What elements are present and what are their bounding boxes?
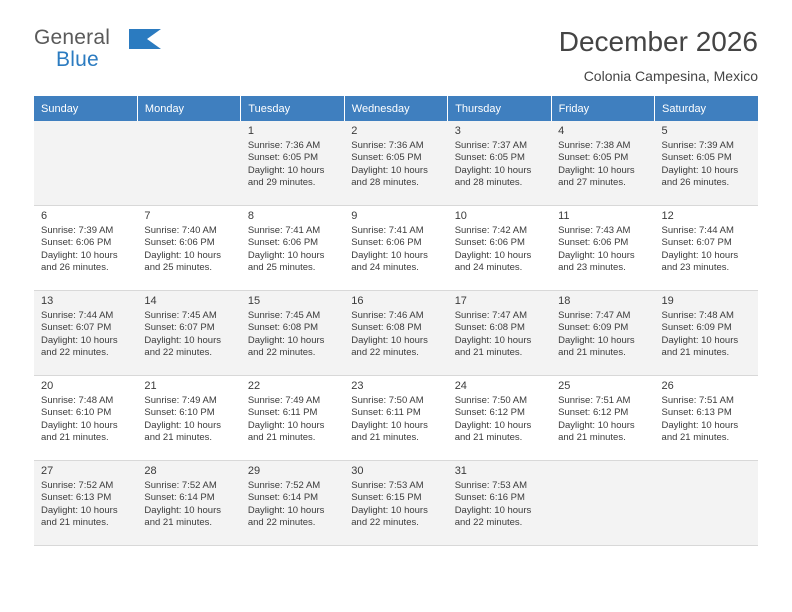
calendar-day-cell — [655, 291, 758, 376]
calendar-day-cell — [551, 121, 654, 206]
day-info-line: Daylight: 10 hours — [351, 419, 428, 431]
day-sun-info — [351, 225, 442, 275]
day-sun-info — [662, 140, 753, 190]
calendar-day-cell — [34, 376, 137, 461]
day-info-line: Sunrise: 7:36 AM — [247, 140, 321, 151]
day-number: 7 — [144, 210, 151, 222]
day-number: 15 — [247, 295, 261, 307]
day-info-line: Daylight: 10 hours — [454, 334, 532, 346]
day-info-line: and 21 minutes. — [41, 517, 109, 529]
day-info-line: Sunrise: 7:47 AM — [454, 310, 528, 321]
day-info-line: Sunrise: 7:42 AM — [454, 225, 528, 236]
day-number: 23 — [351, 380, 364, 392]
day-info-line: Daylight: 10 hours — [454, 164, 532, 176]
day-number: 20 — [41, 380, 54, 392]
day-info-line: and 22 minutes. — [247, 517, 316, 529]
day-info-line: and 28 minutes. — [351, 177, 419, 189]
day-info-line: and 22 minutes. — [144, 347, 213, 359]
day-info-line: Sunset: 6:05 PM — [558, 152, 629, 164]
day-info-line: and 29 minutes. — [247, 177, 316, 189]
day-sun-info — [558, 225, 649, 275]
day-info-line: Sunrise: 7:53 AM — [454, 480, 528, 491]
day-info-line: Sunset: 6:06 PM — [41, 237, 112, 249]
day-info-line: Daylight: 10 hours — [454, 504, 532, 516]
day-info-line: and 26 minutes. — [41, 262, 109, 274]
day-number: 1 — [247, 125, 254, 137]
calendar-day-cell — [448, 461, 551, 546]
day-info-line: Sunset: 6:09 PM — [661, 322, 732, 334]
day-number: 11 — [558, 210, 570, 222]
page-title: December 2026 — [558, 26, 758, 57]
day-number: 13 — [41, 295, 54, 307]
day-info-line: and 21 minutes. — [144, 432, 213, 444]
day-number: 2 — [351, 125, 358, 137]
weekday-saturday: Saturday — [655, 96, 758, 121]
weekday-header-row — [34, 96, 758, 121]
day-info-line: and 21 minutes. — [454, 432, 523, 444]
day-info-line: Sunset: 6:06 PM — [558, 237, 629, 249]
day-sun-info — [144, 480, 235, 530]
day-info-line: Sunset: 6:06 PM — [351, 237, 422, 249]
day-info-line: and 25 minutes. — [144, 262, 213, 274]
day-number: 31 — [454, 465, 467, 477]
calendar-day-cell — [241, 461, 344, 546]
day-info-line: Sunrise: 7:52 AM — [144, 480, 217, 491]
calendar-day-cell — [344, 461, 447, 546]
day-info-line: and 21 minutes. — [144, 517, 213, 529]
day-sun-info — [144, 225, 235, 275]
day-sun-info — [41, 395, 132, 445]
day-number: 22 — [247, 380, 261, 392]
day-info-line: and 21 minutes. — [454, 347, 523, 359]
calendar-day-cell — [241, 291, 344, 376]
calendar-day-cell — [344, 121, 447, 206]
day-info-line: and 26 minutes. — [661, 177, 730, 189]
day-info-line: Daylight: 10 hours — [144, 334, 221, 346]
day-sun-info — [558, 395, 649, 445]
day-info-line: Sunset: 6:14 PM — [144, 492, 215, 504]
calendar-day-empty — [137, 121, 240, 206]
calendar-day-cell — [241, 206, 344, 291]
day-info-line: Sunset: 6:08 PM — [351, 322, 422, 334]
day-info-line: Daylight: 10 hours — [144, 419, 221, 431]
calendar-day-cell — [551, 206, 654, 291]
day-info-line: Daylight: 10 hours — [351, 164, 428, 176]
day-info-line: Daylight: 10 hours — [454, 249, 532, 261]
day-info-line: and 25 minutes. — [247, 262, 316, 274]
day-info-line: Sunset: 6:12 PM — [454, 407, 525, 419]
calendar-week-row — [34, 121, 758, 206]
day-sun-info — [558, 140, 649, 190]
day-info-line: Daylight: 10 hours — [661, 164, 739, 176]
day-info-line: and 22 minutes. — [351, 517, 419, 529]
day-info-line: and 24 minutes. — [454, 262, 523, 274]
day-info-line: Sunset: 6:16 PM — [454, 492, 525, 504]
weekday-tuesday: Tuesday — [241, 96, 344, 121]
day-sun-info — [248, 395, 339, 445]
day-sun-info — [351, 395, 442, 445]
day-info-line: Daylight: 10 hours — [454, 419, 532, 431]
day-info-line: and 27 minutes. — [558, 177, 626, 189]
day-number: 5 — [661, 125, 668, 137]
day-sun-info — [455, 140, 546, 190]
day-info-line: Sunset: 6:15 PM — [351, 492, 422, 504]
day-info-line: Daylight: 10 hours — [41, 504, 118, 516]
day-info-line: Sunset: 6:08 PM — [247, 322, 319, 334]
day-info-line: Sunrise: 7:47 AM — [558, 310, 631, 321]
day-info-line: Sunrise: 7:52 AM — [247, 480, 321, 491]
day-info-line: Daylight: 10 hours — [41, 419, 118, 431]
day-info-line: Daylight: 10 hours — [247, 419, 325, 431]
calendar-day-cell — [655, 376, 758, 461]
day-info-line: Daylight: 10 hours — [351, 249, 428, 261]
calendar-day-cell — [448, 206, 551, 291]
day-info-line: Sunrise: 7:36 AM — [351, 140, 424, 151]
day-sun-info — [558, 310, 649, 360]
day-info-line: Sunset: 6:07 PM — [661, 237, 732, 249]
calendar-day-cell — [344, 376, 447, 461]
day-number: 30 — [351, 465, 364, 477]
day-info-line: Sunrise: 7:38 AM — [558, 140, 631, 151]
calendar-week-row — [34, 291, 758, 376]
day-number: 8 — [247, 210, 254, 222]
day-sun-info — [248, 480, 339, 530]
day-info-line: Sunset: 6:10 PM — [41, 407, 112, 419]
day-info-line: Daylight: 10 hours — [41, 334, 118, 346]
day-number: 19 — [661, 295, 674, 307]
calendar-week-row — [34, 461, 758, 546]
day-info-line: Sunset: 6:11 PM — [247, 407, 318, 419]
day-info-line: Sunset: 6:09 PM — [558, 322, 629, 334]
day-info-line: and 21 minutes. — [661, 432, 730, 444]
day-info-line: Sunset: 6:05 PM — [454, 152, 525, 164]
day-number: 16 — [351, 295, 364, 307]
day-info-line: Sunrise: 7:46 AM — [351, 310, 424, 321]
calendar-day-cell — [551, 291, 654, 376]
day-info-line: Sunrise: 7:45 AM — [144, 310, 217, 321]
day-info-line: and 28 minutes. — [454, 177, 523, 189]
day-info-line: Sunset: 6:07 PM — [41, 322, 112, 334]
day-info-line: Sunrise: 7:41 AM — [247, 225, 321, 236]
calendar-day-cell — [241, 121, 344, 206]
calendar-day-cell — [655, 206, 758, 291]
calendar-day-cell — [34, 461, 137, 546]
calendar-day-cell — [655, 121, 758, 206]
page-header — [34, 0, 758, 96]
day-sun-info — [351, 140, 442, 190]
day-info-line: and 22 minutes. — [41, 347, 109, 359]
day-number: 3 — [454, 125, 461, 137]
day-number: 17 — [454, 295, 467, 307]
day-info-line: Sunset: 6:07 PM — [144, 322, 215, 334]
day-sun-info — [455, 310, 546, 360]
day-info-line: Sunrise: 7:49 AM — [247, 395, 321, 406]
day-info-line: Sunset: 6:11 PM — [351, 407, 421, 419]
logo-text-blue: Blue — [56, 48, 99, 71]
day-sun-info — [248, 225, 339, 275]
day-info-line: Sunrise: 7:40 AM — [144, 225, 217, 236]
day-info-line: Sunrise: 7:50 AM — [351, 395, 424, 406]
day-sun-info — [662, 395, 753, 445]
day-sun-info — [662, 310, 753, 360]
calendar-day-empty — [34, 121, 137, 206]
day-sun-info — [351, 310, 442, 360]
day-info-line: Sunrise: 7:51 AM — [558, 395, 631, 406]
day-info-line: Sunrise: 7:48 AM — [661, 310, 734, 321]
calendar-table — [34, 96, 758, 546]
day-info-line: Sunrise: 7:41 AM — [351, 225, 424, 236]
logo-text-general: General — [34, 26, 111, 49]
day-info-line: Sunrise: 7:52 AM — [41, 480, 114, 491]
day-info-line: Sunrise: 7:50 AM — [454, 395, 528, 406]
day-info-line: Daylight: 10 hours — [558, 249, 635, 261]
day-sun-info — [455, 395, 546, 445]
day-info-line: and 22 minutes. — [454, 517, 523, 529]
day-info-line: Sunset: 6:13 PM — [41, 492, 112, 504]
day-number: 9 — [351, 210, 358, 222]
day-number: 10 — [454, 210, 467, 222]
day-info-line: and 24 minutes. — [351, 262, 419, 274]
day-info-line: and 21 minutes. — [558, 347, 626, 359]
day-number: 18 — [558, 295, 571, 307]
calendar-day-empty — [655, 461, 758, 546]
calendar-day-cell — [448, 291, 551, 376]
calendar-day-cell — [344, 206, 447, 291]
day-number: 6 — [41, 210, 48, 222]
calendar-day-cell — [137, 376, 240, 461]
location-subtitle: Colonia Campesina, Mexico — [583, 68, 758, 84]
day-info-line: Sunrise: 7:39 AM — [661, 140, 734, 151]
day-info-line: Daylight: 10 hours — [558, 334, 635, 346]
day-info-line: and 23 minutes. — [661, 262, 730, 274]
calendar-week-row — [34, 206, 758, 291]
day-number: 25 — [558, 380, 571, 392]
day-number: 4 — [558, 125, 565, 137]
day-info-line: Daylight: 10 hours — [661, 334, 739, 346]
calendar-day-cell — [137, 206, 240, 291]
calendar-body — [34, 121, 758, 546]
day-info-line: Daylight: 10 hours — [144, 504, 221, 516]
day-info-line: Sunrise: 7:37 AM — [454, 140, 528, 151]
weekday-monday: Monday — [137, 96, 240, 121]
calendar-week-row — [34, 376, 758, 461]
day-number: 21 — [144, 380, 157, 392]
day-sun-info — [248, 310, 339, 360]
calendar-day-cell — [448, 121, 551, 206]
day-number: 27 — [41, 465, 54, 477]
day-info-line: Sunrise: 7:44 AM — [41, 310, 114, 321]
day-number: 26 — [661, 380, 674, 392]
day-sun-info — [455, 225, 546, 275]
day-info-line: Sunrise: 7:44 AM — [661, 225, 734, 236]
day-info-line: Sunset: 6:12 PM — [558, 407, 629, 419]
day-info-line: Sunset: 6:13 PM — [661, 407, 732, 419]
day-number: 14 — [144, 295, 157, 307]
day-info-line: Daylight: 10 hours — [247, 164, 325, 176]
day-info-line: Sunset: 6:10 PM — [144, 407, 215, 419]
day-sun-info — [248, 140, 339, 190]
day-info-line: Sunrise: 7:43 AM — [558, 225, 631, 236]
day-number: 28 — [144, 465, 157, 477]
day-info-line: and 23 minutes. — [558, 262, 626, 274]
weekday-wednesday: Wednesday — [344, 96, 447, 121]
day-info-line: Daylight: 10 hours — [351, 334, 428, 346]
day-info-line: Daylight: 10 hours — [247, 504, 325, 516]
calendar-day-cell — [34, 206, 137, 291]
day-info-line: Sunrise: 7:49 AM — [144, 395, 217, 406]
calendar-day-cell — [137, 461, 240, 546]
calendar-day-cell — [34, 291, 137, 376]
day-info-line: and 22 minutes. — [247, 347, 316, 359]
day-info-line: and 21 minutes. — [247, 432, 316, 444]
day-info-line: and 22 minutes. — [351, 347, 419, 359]
day-info-line: Sunset: 6:06 PM — [247, 237, 319, 249]
day-info-line: Sunrise: 7:45 AM — [247, 310, 321, 321]
day-sun-info — [455, 480, 546, 530]
day-info-line: and 21 minutes. — [41, 432, 109, 444]
day-info-line: Daylight: 10 hours — [558, 164, 635, 176]
day-sun-info — [144, 395, 235, 445]
day-sun-info — [41, 480, 132, 530]
calendar-day-cell — [448, 376, 551, 461]
day-number: 24 — [454, 380, 467, 392]
day-info-line: Daylight: 10 hours — [247, 249, 325, 261]
day-info-line: Daylight: 10 hours — [351, 504, 428, 516]
day-info-line: and 21 minutes. — [661, 347, 730, 359]
day-info-line: Sunrise: 7:53 AM — [351, 480, 424, 491]
day-info-line: Sunrise: 7:39 AM — [41, 225, 114, 236]
flag-icon — [127, 27, 163, 51]
day-info-line: Daylight: 10 hours — [41, 249, 118, 261]
day-info-line: Daylight: 10 hours — [661, 249, 739, 261]
day-info-line: Daylight: 10 hours — [144, 249, 221, 261]
day-info-line: Daylight: 10 hours — [558, 419, 635, 431]
calendar-day-empty — [551, 461, 654, 546]
day-sun-info — [662, 225, 753, 275]
day-number: 29 — [247, 465, 261, 477]
day-info-line: Sunset: 6:05 PM — [661, 152, 732, 164]
day-info-line: Daylight: 10 hours — [661, 419, 739, 431]
day-info-line: and 21 minutes. — [558, 432, 626, 444]
day-info-line: Daylight: 10 hours — [247, 334, 325, 346]
calendar-day-cell — [551, 376, 654, 461]
day-info-line: Sunset: 6:08 PM — [454, 322, 525, 334]
day-info-line: Sunset: 6:06 PM — [454, 237, 525, 249]
day-info-line: Sunset: 6:05 PM — [247, 152, 319, 164]
day-info-line: Sunset: 6:14 PM — [247, 492, 319, 504]
calendar-day-cell — [137, 291, 240, 376]
day-info-line: Sunset: 6:06 PM — [144, 237, 215, 249]
day-info-line: Sunrise: 7:51 AM — [661, 395, 734, 406]
day-sun-info — [144, 310, 235, 360]
calendar-day-cell — [241, 376, 344, 461]
day-sun-info — [351, 480, 442, 530]
day-sun-info — [41, 310, 132, 360]
weekday-friday: Friday — [551, 96, 654, 121]
day-sun-info — [41, 225, 132, 275]
day-info-line: Sunset: 6:05 PM — [351, 152, 422, 164]
day-info-line: and 21 minutes. — [351, 432, 419, 444]
logo[interactable] — [34, 26, 214, 80]
weekday-thursday: Thursday — [448, 96, 551, 121]
day-number: 12 — [661, 210, 674, 222]
calendar-day-cell — [344, 291, 447, 376]
weekday-sunday: Sunday — [34, 96, 137, 121]
day-info-line: Sunrise: 7:48 AM — [41, 395, 114, 406]
